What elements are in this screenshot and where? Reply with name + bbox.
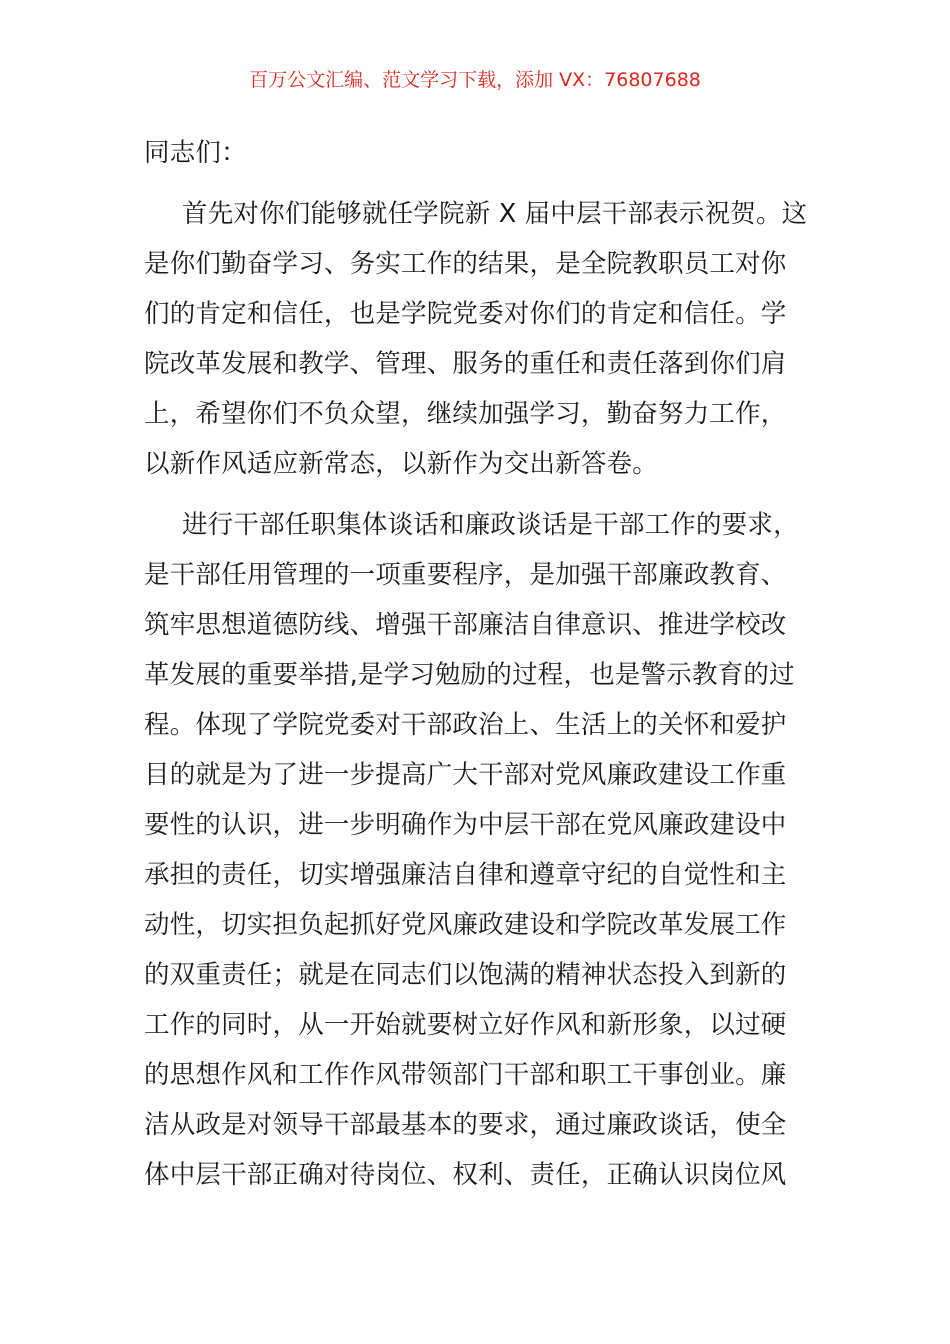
paragraph-line: 是干部任用管理的一项重要程序，是加强干部廉政教育、 bbox=[144, 560, 787, 590]
paragraph-gap bbox=[144, 489, 808, 500]
paragraph-line: 筑牢思想道德防线、增强干部廉洁自律意识、推进学校改 bbox=[144, 610, 787, 640]
header-watermark-note: 百万公文汇编、范文学习下载，添加 VX：76807688 bbox=[249, 69, 701, 91]
paragraph-line: 们的肯定和信任，也是学院党委对你们的肯定和信任。学 bbox=[144, 299, 787, 329]
paragraph-line: 院改革发展和教学、管理、服务的重任和责任落到你们肩 bbox=[144, 349, 787, 379]
paragraph-1 bbox=[144, 189, 808, 489]
document-body bbox=[144, 128, 808, 1200]
paragraph-line: 的双重责任；就是在同志们以饱满的精神状态投入到新的 bbox=[144, 960, 787, 990]
paragraph-gap bbox=[144, 178, 808, 189]
paragraph-line: 革发展的重要举措,是学习勉励的过程，也是警示教育的过 bbox=[144, 660, 795, 690]
paragraph-line: 承担的责任，切实增强廉洁自律和遵章守纪的自觉性和主 bbox=[144, 860, 787, 890]
paragraph-line: 要性的认识，进一步明确作为中层干部在党风廉政建设中 bbox=[144, 810, 787, 840]
paragraph-line: 目的就是为了进一步提高广大干部对党风廉政建设工作重 bbox=[144, 760, 787, 790]
paragraph-line: 首先对你们能够就任学院新 X 届中层干部表示祝贺。这 bbox=[182, 199, 808, 229]
paragraph-line: 洁从政是对领导干部最基本的要求，通过廉政谈话，使全 bbox=[144, 1110, 787, 1140]
paragraph-line: 体中层干部正确对待岗位、权利、责任，正确认识岗位风 bbox=[144, 1160, 787, 1190]
paragraph-line: 程。体现了学院党委对干部政治上、生活上的关怀和爱护 bbox=[144, 710, 787, 740]
paragraph-line: 的思想作风和工作作风带领部门干部和职工干事创业。廉 bbox=[144, 1060, 787, 1090]
paragraph-2 bbox=[144, 500, 808, 1200]
paragraph-line: 动性，切实担负起抓好党风廉政建设和学院改革发展工作 bbox=[144, 910, 787, 940]
paragraph-line: 以新作风适应新常态，以新作为交出新答卷。 bbox=[144, 449, 659, 479]
paragraph-line: 进行干部任职集体谈话和廉政谈话是干部工作的要求， bbox=[182, 510, 799, 540]
salutation: 同志们： bbox=[144, 138, 247, 168]
paragraph-line: 工作的同时，从一开始就要树立好作风和新形象，以过硬 bbox=[144, 1010, 787, 1040]
paragraph-line: 上，希望你们不负众望，继续加强学习，勤奋努力工作， bbox=[144, 399, 787, 429]
paragraph-line: 是你们勤奋学习、务实工作的结果，是全院教职员工对你 bbox=[144, 249, 787, 279]
